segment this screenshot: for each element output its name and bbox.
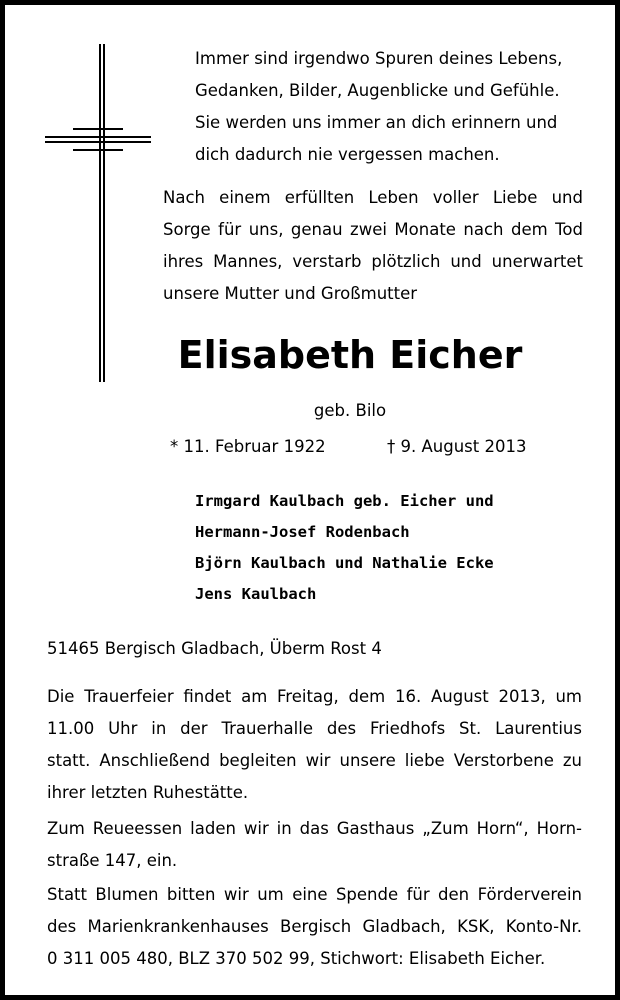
death-date: † 9. August 2013	[387, 437, 527, 456]
donation-info	[47, 879, 582, 975]
intro-line: unsere Mutter und Großmutter	[163, 284, 418, 303]
meal-info	[47, 813, 582, 877]
donation-line: des Marienkrankenhauses Bergisch Gladbach, KSK, Konto-Nr.	[47, 917, 582, 936]
family-member: Irmgard Kaulbach geb. Eicher und	[195, 492, 494, 510]
intro-line: Nach einem erfüllten Leben voller Liebe und	[163, 188, 583, 207]
poem-line: Gedanken, Bilder, Augenblicke und Gefühle.	[195, 81, 560, 100]
address: 51465 Bergisch Gladbach, Überm Rost 4	[47, 639, 382, 658]
intro-text	[163, 182, 583, 310]
funeral-line: 11.00 Uhr in der Trauerhalle des Friedhofs St. Laurentius	[47, 719, 582, 738]
donation-line: 0 311 005 480, BLZ 370 502 99, Stichwort: Elisabeth Eicher.	[47, 949, 546, 968]
cross-icon	[5, 5, 155, 385]
cross-line	[73, 128, 123, 130]
born-name: geb. Bilo	[313, 401, 387, 420]
deceased-name: Elisabeth Eicher	[177, 333, 523, 377]
birth-date: * 11. Februar 1922	[170, 437, 326, 456]
meal-line: straße 147, ein.	[47, 851, 178, 870]
meal-line: Zum Reueessen laden wir in das Gasthaus „Zum Horn“, Horn-	[47, 819, 582, 838]
poem	[195, 43, 595, 171]
poem-line: Immer sind irgendwo Spuren deines Lebens,	[195, 49, 563, 68]
funeral-line: statt. Anschließend begleiten wir unsere liebe Verstorbene zu	[47, 751, 582, 770]
family-member: Björn Kaulbach und Nathalie Ecke	[195, 554, 494, 572]
intro-line: Sorge für uns, genau zwei Monate nach dem Tod	[163, 220, 583, 239]
cross-line	[45, 141, 151, 143]
family-list	[195, 486, 494, 610]
poem-line: Sie werden uns immer an dich erinnern und	[195, 113, 558, 132]
cross-line	[73, 149, 123, 151]
family-member: Hermann-Josef Rodenbach	[195, 523, 410, 541]
funeral-info	[47, 681, 582, 809]
donation-line: Statt Blumen bitten wir um eine Spende für den Förderverein	[47, 885, 582, 904]
funeral-line: Die Trauerfeier findet am Freitag, dem 16. August 2013, um	[47, 687, 582, 706]
cross-line	[45, 136, 151, 138]
intro-line: ihres Mannes, verstarb plötzlich und unerwartet	[163, 252, 583, 271]
family-member: Jens Kaulbach	[195, 585, 317, 603]
funeral-line: ihrer letzten Ruhestätte.	[47, 783, 249, 802]
poem-line: dich dadurch nie vergessen machen.	[195, 145, 500, 164]
